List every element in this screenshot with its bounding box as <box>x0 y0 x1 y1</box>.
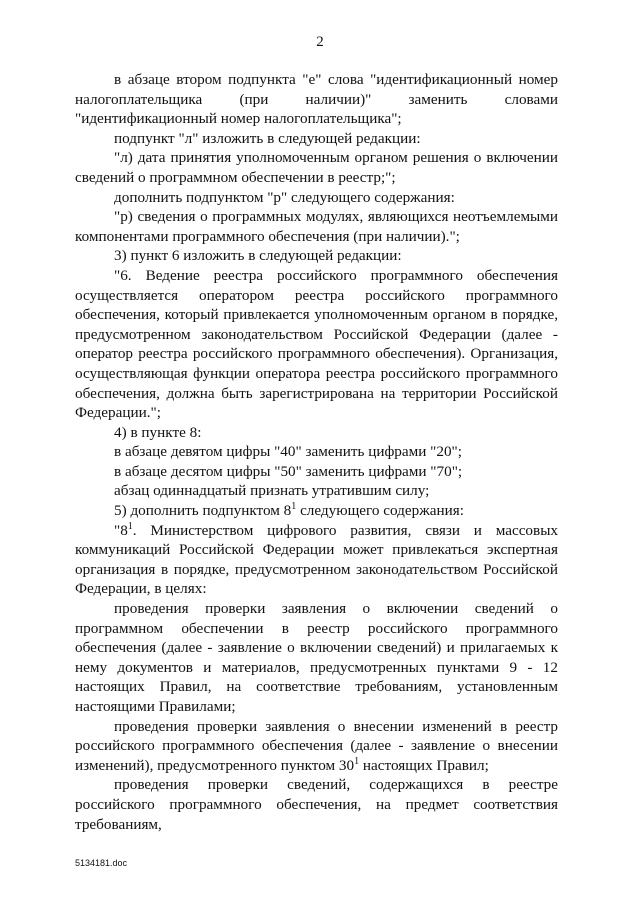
superscript: 1 <box>127 520 133 532</box>
paragraph: "л) дата принятия уполномоченным органом решения о включении сведений о программном обеспечении в реестр;"; <box>75 149 558 186</box>
text-run: настоящих Правил; <box>359 756 489 774</box>
page-number: 2 <box>316 34 324 50</box>
text-run: 5) дополнить подпунктом 8 <box>114 502 292 520</box>
paragraph <box>75 501 558 521</box>
paragraph: абзац одиннадцатый признать утратившим силу; <box>114 482 430 500</box>
paragraph: в абзаце втором подпункта "е" слова "идентификационный номер налогоплательщика (при наличии)" заменить словами "идентификационный номер налогоплательщика"; <box>75 71 558 128</box>
text-run: проведения проверки заявления о внесении изменений в реестр российского программного обеспечения (далее - заявление о внесении изменений), предусмотренного пунктом 30 <box>75 717 558 774</box>
superscript: 1 <box>291 501 297 513</box>
text-run: следующего содержания: <box>296 502 464 520</box>
paragraph <box>75 521 558 599</box>
paragraph: дополнить подпунктом "р" следующего содержания: <box>114 188 455 206</box>
document-body <box>75 70 558 834</box>
paragraph <box>75 717 558 776</box>
paragraph: 3) пункт 6 изложить в следующей редакции: <box>114 247 402 265</box>
document-filename: 5134181.doc <box>75 858 128 868</box>
paragraph: подпункт "л" изложить в следующей редакции: <box>114 129 421 147</box>
paragraph: проведения проверки заявления о включении сведений о программном обеспечении в реестр российского программного обеспечения (далее - заявление о включении сведений) и прилагаемых к нему документов и материалов, предусмотренных пунктами 9 - 12 настоящих Правил, на соответствие требованиям, установленным настоящими Правилами; <box>75 600 558 715</box>
paragraph: "р) сведения о программных модулях, являющихся неотъемлемыми компонентами программного обеспечения (при наличии)."; <box>75 208 558 245</box>
paragraph: 4) в пункте 8: <box>114 423 202 441</box>
paragraph: в абзаце девятом цифры "40" заменить цифрами "20"; <box>114 443 462 461</box>
paragraph: в абзаце десятом цифры "50" заменить цифрами "70"; <box>114 462 463 480</box>
superscript: 1 <box>354 755 360 767</box>
paragraph: "6. Ведение реестра российского программного обеспечения осуществляется оператором реестра российского программного обеспечения, который привлекается уполномоченным органом в порядке, предусмотренном законодательством Российской Федерации (далее - оператор реестра российского программного обеспечения). Организация, осуществляющая функции оператора реестра российского программного обеспечения, должна быть зарегистрирована на территории Российской Федерации."; <box>75 266 558 422</box>
text-run: . Министерством цифрового развития, связи и массовых коммуникаций Российской Федерации может привлекаться экспертная организация в порядке, предусмотренном законодательством Российской Федерации, в целях: <box>75 521 558 598</box>
text-run: "8 <box>114 521 128 539</box>
paragraph: проведения проверки сведений, содержащихся в реестре российского программного обеспечения, на предмет соответствия требованиям, <box>75 776 558 833</box>
